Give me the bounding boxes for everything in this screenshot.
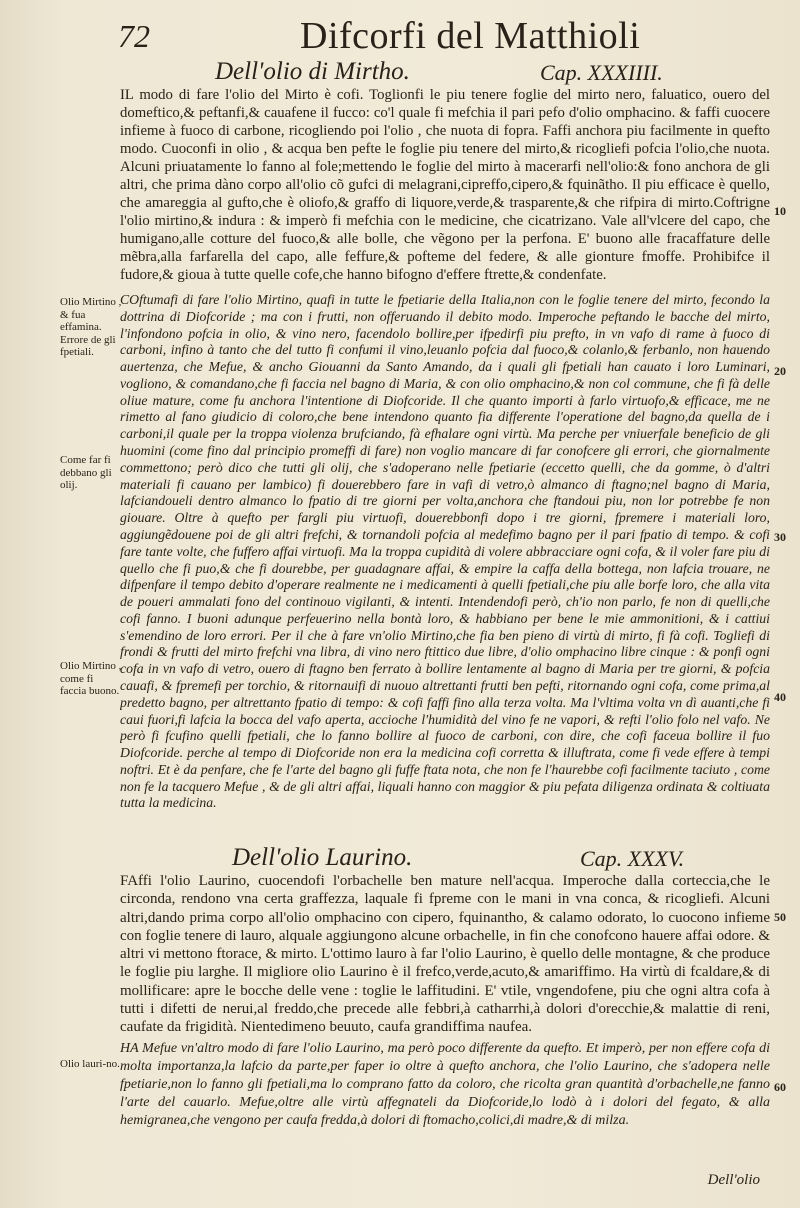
chapter-35-title: Dell'olio Laurino.	[232, 844, 413, 871]
chapter-34-text	[120, 86, 770, 291]
chapter-34-heading	[215, 58, 410, 86]
margin-note: Olio Mirtino , & fua effamina. Errore de gli fpetiali.	[60, 296, 122, 358]
chapter-35-commentary-text: HA Mefue vn'altro modo di fare l'olio Laurino, ma però poco differente da quefto. Et imperò, per non effere cofa di molta importanza,la lafcio da parte,per faper io oltre à quefto anchora, che l'olio Laurino, che s'adopera nelle fpetiarie,non lo fanno gli fpetiali,ma lo comprano fatto da coloro, che ricolta gran quantità d'orbachelle,ne fanno l'arte del cauarlo. Mefue,oltre alle virtù affegnateli da Diofcoride,lo lodò à i dolori del fegato, & alla hemigranea,che vengono per caufa fredda,à dolori di ftomacho,colici,di madre,& di milza.	[120, 1041, 770, 1128]
chapter-35-number: Cap. XXXV.	[580, 846, 685, 871]
chapter-34-commentary-text: COftumafi di fare l'olio Mirtino, quafi in tutte le fpetiarie della Italia,non con le foglie tenere del mirto, fecondo la dottrina di Diofcoride ; ma con i frutti, non offeruando il debito modo. Imperoche peftando le bacche del mirto, l'infondono pofcia in olio, & vino nero, facendolo bollire,per ifpedirfi piu prefto, in vn vafo di rame à fuoco di carboni, infino à tanto che del tutto fi confumi il vino,leuanlo pofcia dal fuoco,& colanlo,& ferbanlo, non hauendo auertenza, che Mefue, & ancho Giouanni da Santo Amando, da i quali gli fpetiali han cauato i loro Luminari, vogliono, & comandano,che fi faccia nel bagno di Maria, & con olio omphacino,& non col commune, che fi fà delle oliue mature, come fu anchora l'intentione di Diofcoride. Il che quanto importi à farlo virtuofo,& efficace, me ne rimetto al fano giudicio di coloro,che bene intendono quanto fia differente l'operatione del bagno,da quella de i carboni,il quale per la troppa violenza brufciando, fà efhalare ogni virtù. Ma perche per vniuerfale beneficio de gli huomini (come fino dal principio promeffi di fare) non voglio mancare di far conofcere gli errori, che giornalmente commettono; però dico che tutti gli olij, che s'adoperano nelle fpetiarie (eccetto quelli, che da gomme, ò d'altri materiali fi cauano per lambico) fi douerebbero fare in vafi di vetro,ò almanco di ftagno;nel bagno di Maria, lafciandoueli dentro almanco lo fpatio di tre giorni per volta,anchora che ftandoui piu, non lor potrebbe fe non giouare. Oltre à quefto per fargli piu virtuofi, douerebbonfi dopo i tre giorni, fpremere i materiali loro, aggiungẽdouene poi de gli altri frefchi, & tornandoli pofcia al medefimo bagno per il pari fpatio di tempo. & cofi fare tante volte, che fuffero affai virtuofi. Ma la troppa cupidità di volere abbracciare ogni cofa, & il voler fare piu di quello che fi puo,& che fi dourebbe, per guadagnare affai, & empire la caffa della bottega, non lafcia trouare, ne difpenfare il tempo debito d'operare realmente ne i medicamenti à quelli fpetiali,che piu alle borfe loro, che alla vita de poueri ammalati fono del continouo vigilanti, & intenti. Intendendofi però, ch'io non parlo, fe non di quelli,che cofi fanno. I buoni adunque perfeuerino nella bontà loro, & habbiano per bene le mie ammonitioni, & i cattiui s'emendino de loro errori. Per il che à fare vn'olio Mirtino,che fia ben pieno di virtù di mirto, fi fà cofi. Togliefi di frondi & frutti del mirto frefchi vna libra, di vino nero ftittico due libre, d'olio omphacino libre cinque : & ponfi ogni cofa in vn vafo di vetro, ouero di ftagno ben ferrato à bollire lentamente al bagno di Maria per tre giorni, & pofcia cauafi, & fpremefi per torchio, & ritornauifi di nuouo altrettanti frutti ben pefti, ritornando ogni cofa, come prima,al predetto bagno, per altrettanto fpatio di tempo: & cofi faffi fino alla terza volta. Ma l'vltima volta vn dì auanti,che fi caui fuori,fi lafcia la bocca del vafo aperta, accioche l'humidità del vino fe ne vapori, & refti l'olio folo nel vafo. Ne però fi fcufino quelli fpetiali, che lo fanno bollire al fuoco de carboni, con dire, che cofi faceua bollire il fuo Diofcoride. perche al tempo di Diofcoride non era la medicina cofi corretta & illuftrata, come fi vede effere à tempi noftri. Et è da penfare, che fe l'arte del bagno gli fuffe ftata nota, che non fe l'haurebbe cofi facilmente taciuto , come non fe la tacquero Mefue , & de gli altri affai, liquali hanno con maggior & piu pefata diligenza ordinata & coltiuata tutta la medicina.	[120, 292, 770, 811]
line-number: 60	[774, 1080, 786, 1094]
margin-note: Come far fi debbano gli olij.	[60, 454, 112, 491]
chapter-35-commentary	[120, 1040, 770, 1165]
margin-note: Olio lauri-no.	[60, 1058, 120, 1070]
line-number: 20	[774, 364, 786, 378]
chapter-34-paragraph: IL modo di fare l'olio del Mirto è cofi. Toglionfi le piu tenere foglie del mirto nero, faluatico, ouero del domeftico,& peftanfi,& cauafene il fucco: co'l quale fi mefchia il pari pefo d'olio omphacino. & faffi cuocere infieme à fuoco di carbone, ricogliendo poi l'olio , che nuota di fopra. Faffi anchora piu facilmente in quefto modo. Cuoconfi in olio , & acqua ben pefte le foglie piu tenere del mirto,& ricogliefi pofcia l'olio,che nuota. Alcuni priuatamente lo fanno al fole;mettendo le foglie del mirto à macerarfi nell'olio:& fono anchora de gli altri, che prima dàno corpo all'olio cõ gufci di melagrani,cipreffo,cipero,& fquinãtho. Il piu efficace è quello, che amareggia al gufto,che è oliofo,& graffo di liquore,verde,& trasparente,& che rifpira di mirto.Coftrigne l'olio mirtino,& indura : & imperò fi mefchia con le medicine, che cicatrizano. Vale all'vlcere del capo, che humigano,alle cotture del fuoco,& alle bolle, che vẽgono per la perfona. E' buono alle fracaffature delle mẽbra,alla farfarella del capo, alle feffure,& pofteme del federe, & alle gionture fmoffe. Prohibifce il fudore,& gioua à tutte quelle cofe,che hanno bifogno d'effere ftrette,& condenfate.	[120, 87, 770, 283]
catchword: Dell'olio	[707, 1172, 760, 1188]
running-head: Difcorfi del Matthioli	[300, 15, 641, 57]
chapter-35-heading	[232, 844, 412, 872]
chapter-34-number: Cap. XXXIIII.	[540, 60, 663, 85]
line-number: 10	[774, 204, 786, 218]
line-number: 30	[774, 530, 786, 544]
chapter-34-commentary	[120, 292, 770, 842]
chapter-35-paragraph: FAffi l'olio Laurino, cuocendofi l'orbachelle ben mature nell'acqua. Imperoche dalla corteccia,che le circonda, rendono vna certa graffezza, laquale fi fpreme con le mani in vna conca, & ricogliefi. Alcuni altri,dando prima corpo all'olio omphacino con cipero, fquinantho, & calamo odorato, lo cuocono infieme con foglie tenere di lauro, alquale aggiungono alcune orbachelle, in fin che conofcono hauere affai odore. & altri vi mettono ftorace, & mirto. L'ottimo lauro à far l'olio Laurino, è quello delle montagne, & che produce le foglie piu larghe. Il migliore olio Laurino è il frefco,verde,acuto,& amariffimo. Ha virtù di fcaldare,& di mollificare: apre le bocche delle vene : toglie le laffitudini. E' vtile, vngendofene, piu che ogni altra cofa à tutti i difetti de nerui,al freddo,che precede alle febbri,à catharrhi,à dolori d'orecchie,& malattie di reni, caufate da frigidità. Nientedimeno beuuto, caufa grandiffima naufea.	[120, 873, 770, 1036]
line-number: 40	[774, 690, 786, 704]
margin-note: Olio Mirtino , come fi faccia buono.	[60, 660, 122, 697]
page-number: 72	[118, 18, 150, 54]
line-number: 50	[774, 910, 786, 924]
chapter-35-text	[120, 872, 770, 1037]
chapter-34-title: Dell'olio di Mirtho.	[215, 58, 410, 85]
